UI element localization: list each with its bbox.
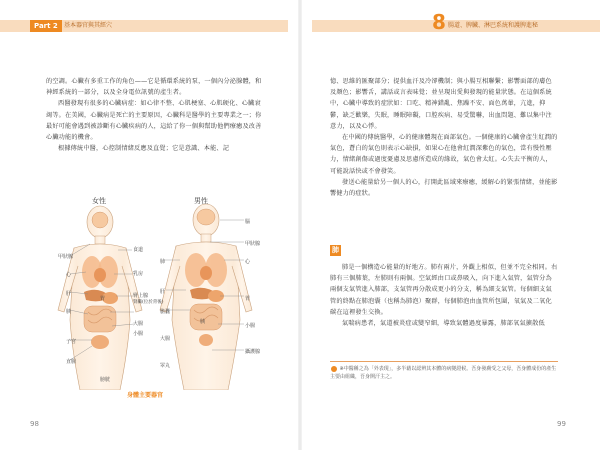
organ-label: 胃 [100, 296, 106, 302]
part-title: 基本器官與其經穴 [64, 22, 113, 29]
section-title-lung: 肺 [332, 246, 339, 254]
organ-label: 攝護腺 [245, 349, 261, 355]
footnote [330, 361, 558, 381]
paragraph: 在中國的傳統醫學，心的健康體現在面部氣色。一個健康的心臟會產生紅潤的氣色，蒼白的氣色則表示心缺損，如果心在他會紅潤深紫色的氣色，當有慢性壓力，情緒創傷或過度憂慮及思慮所造成的緣故，氣色會太紅。心失去平衡的人，可能說話快或不會發笑。 [330, 134, 558, 175]
organ-label: 子宮 [66, 339, 77, 345]
organ-label: 大腸 [160, 336, 171, 342]
organ-label: 肺 [160, 259, 166, 265]
organ-label: 乳房 [133, 271, 144, 277]
organ-label: 心 [66, 272, 72, 278]
paragraph: 根據傳統中醫，心控制情緒反應及直覺；它是意識、本能、記 [58, 145, 230, 153]
organ-label: 膽囊 [160, 309, 171, 315]
organ-label: 甲狀腺 [58, 254, 74, 260]
organ-label: 膀胱 [100, 377, 111, 383]
organ-label: 食道 [133, 247, 144, 253]
male-figure [160, 204, 252, 390]
right-page-body-top [330, 76, 558, 199]
organ-label: 睪丸 [160, 363, 171, 369]
paragraph: 憶、思維的匯聚部分；提供血汗及冷卻機制；與小腸互相聯繫；影響面部的膚色及顏色；影響舌，講話或言表味覺；並呈現出愛與發現的能量狀態。在這個系統中，心臟中導致的症狀如：口吃、精神錯亂、焦躁不安、面色萬暈，亢進，抑鬱，缺乏歡樂，失眠，睡眠障礙，口腔疾病、易受驚嚇，出血問題、難以集中注意力，以及心悸。 [330, 78, 552, 130]
paragraph: 肺是一個構造心能量的好地方。肺有兩片，外觀上相似，但並不完全相同。右肺有三個肺葉，左肺則有兩個。空氣經由口或鼻吸入，向下進入氣管，氣管分為兩個支氣管進入肺部，支氣管再分散成更小的分支，稱為細支氣管。每個細支氣管的終點在肺泡囊（也稱為肺泡）聚群，每個肺泡由血管所包圍，氧氣及二氧化碳在這裡發生交換。 [330, 264, 558, 316]
organ-label: 大腸 [133, 321, 144, 327]
organ-label: 腎上腺 [133, 293, 149, 299]
female-label: 女性 [92, 197, 106, 205]
organ-label: 小腸 [133, 331, 144, 337]
organ-label: 肝 [160, 289, 166, 295]
paragraph: 氣喘病患者，氣道被炎症或變窄細，導致氣體過度暴露，肺部氧氣擴散低 [342, 320, 545, 328]
paragraph: 發送心能量給另一個人的心，打開此區域來療癒，緩解心的緊張情緒，並能影響健力的症狀。 [330, 178, 558, 198]
page-number-right: 99 [557, 420, 566, 428]
page-number-left: 98 [30, 420, 39, 428]
male-label: 男性 [194, 197, 208, 205]
organ-label: 胃 [245, 296, 251, 302]
organ-label: 腦 [245, 219, 251, 225]
footnote-marker-icon [331, 366, 337, 372]
paragraph: 的空調。心臟有多重工作的角色——它是循環系統的泵，一個內分泌腺體，和神經系統的一部分，以及全身電位訊號的產生者。 [46, 78, 262, 97]
book-gutter [298, 0, 302, 450]
paragraph: 西醫發現有很多的心臟病症：如心律不整、心肌梗塞、心肌硬化、心臟衰竭等。在美國，心臟病是死亡的主要原因，心臟科是醫學的主要專業之一；你最好可能會遇到被診斷有心臟疾病的人，這給了你一個與幫助他們療癒及改善心臟功能的機會。 [46, 100, 262, 142]
right-page-body-bottom [330, 262, 558, 329]
organ-label: 胰 [200, 319, 206, 325]
chapter-title: 腸道、脾臟、淋巴系統和護脾進秘 [448, 22, 539, 29]
organ-label: 甲狀腺 [245, 241, 261, 247]
chapter-number: 8 [432, 10, 446, 34]
organ-label: 腎臟(位於背後) [133, 300, 164, 305]
organ-label: 心 [245, 259, 251, 265]
left-page-body [46, 76, 266, 154]
organ-label: 小腸 [245, 323, 256, 329]
organ-label: 胰 [66, 309, 72, 315]
footnote-text: ※中醫稱之為「外表現」，多半藉以認辨其本體的病變證候。吾身發膚受之父母，吾身體成份的產生主要由組織，吾身開汗主之。 [330, 366, 557, 380]
part-label: Part 2 [30, 20, 62, 32]
organ-label: 直腸 [66, 359, 77, 365]
organ-label: 肝 [66, 291, 72, 297]
figure-caption: 身體主要器官 [127, 392, 164, 399]
